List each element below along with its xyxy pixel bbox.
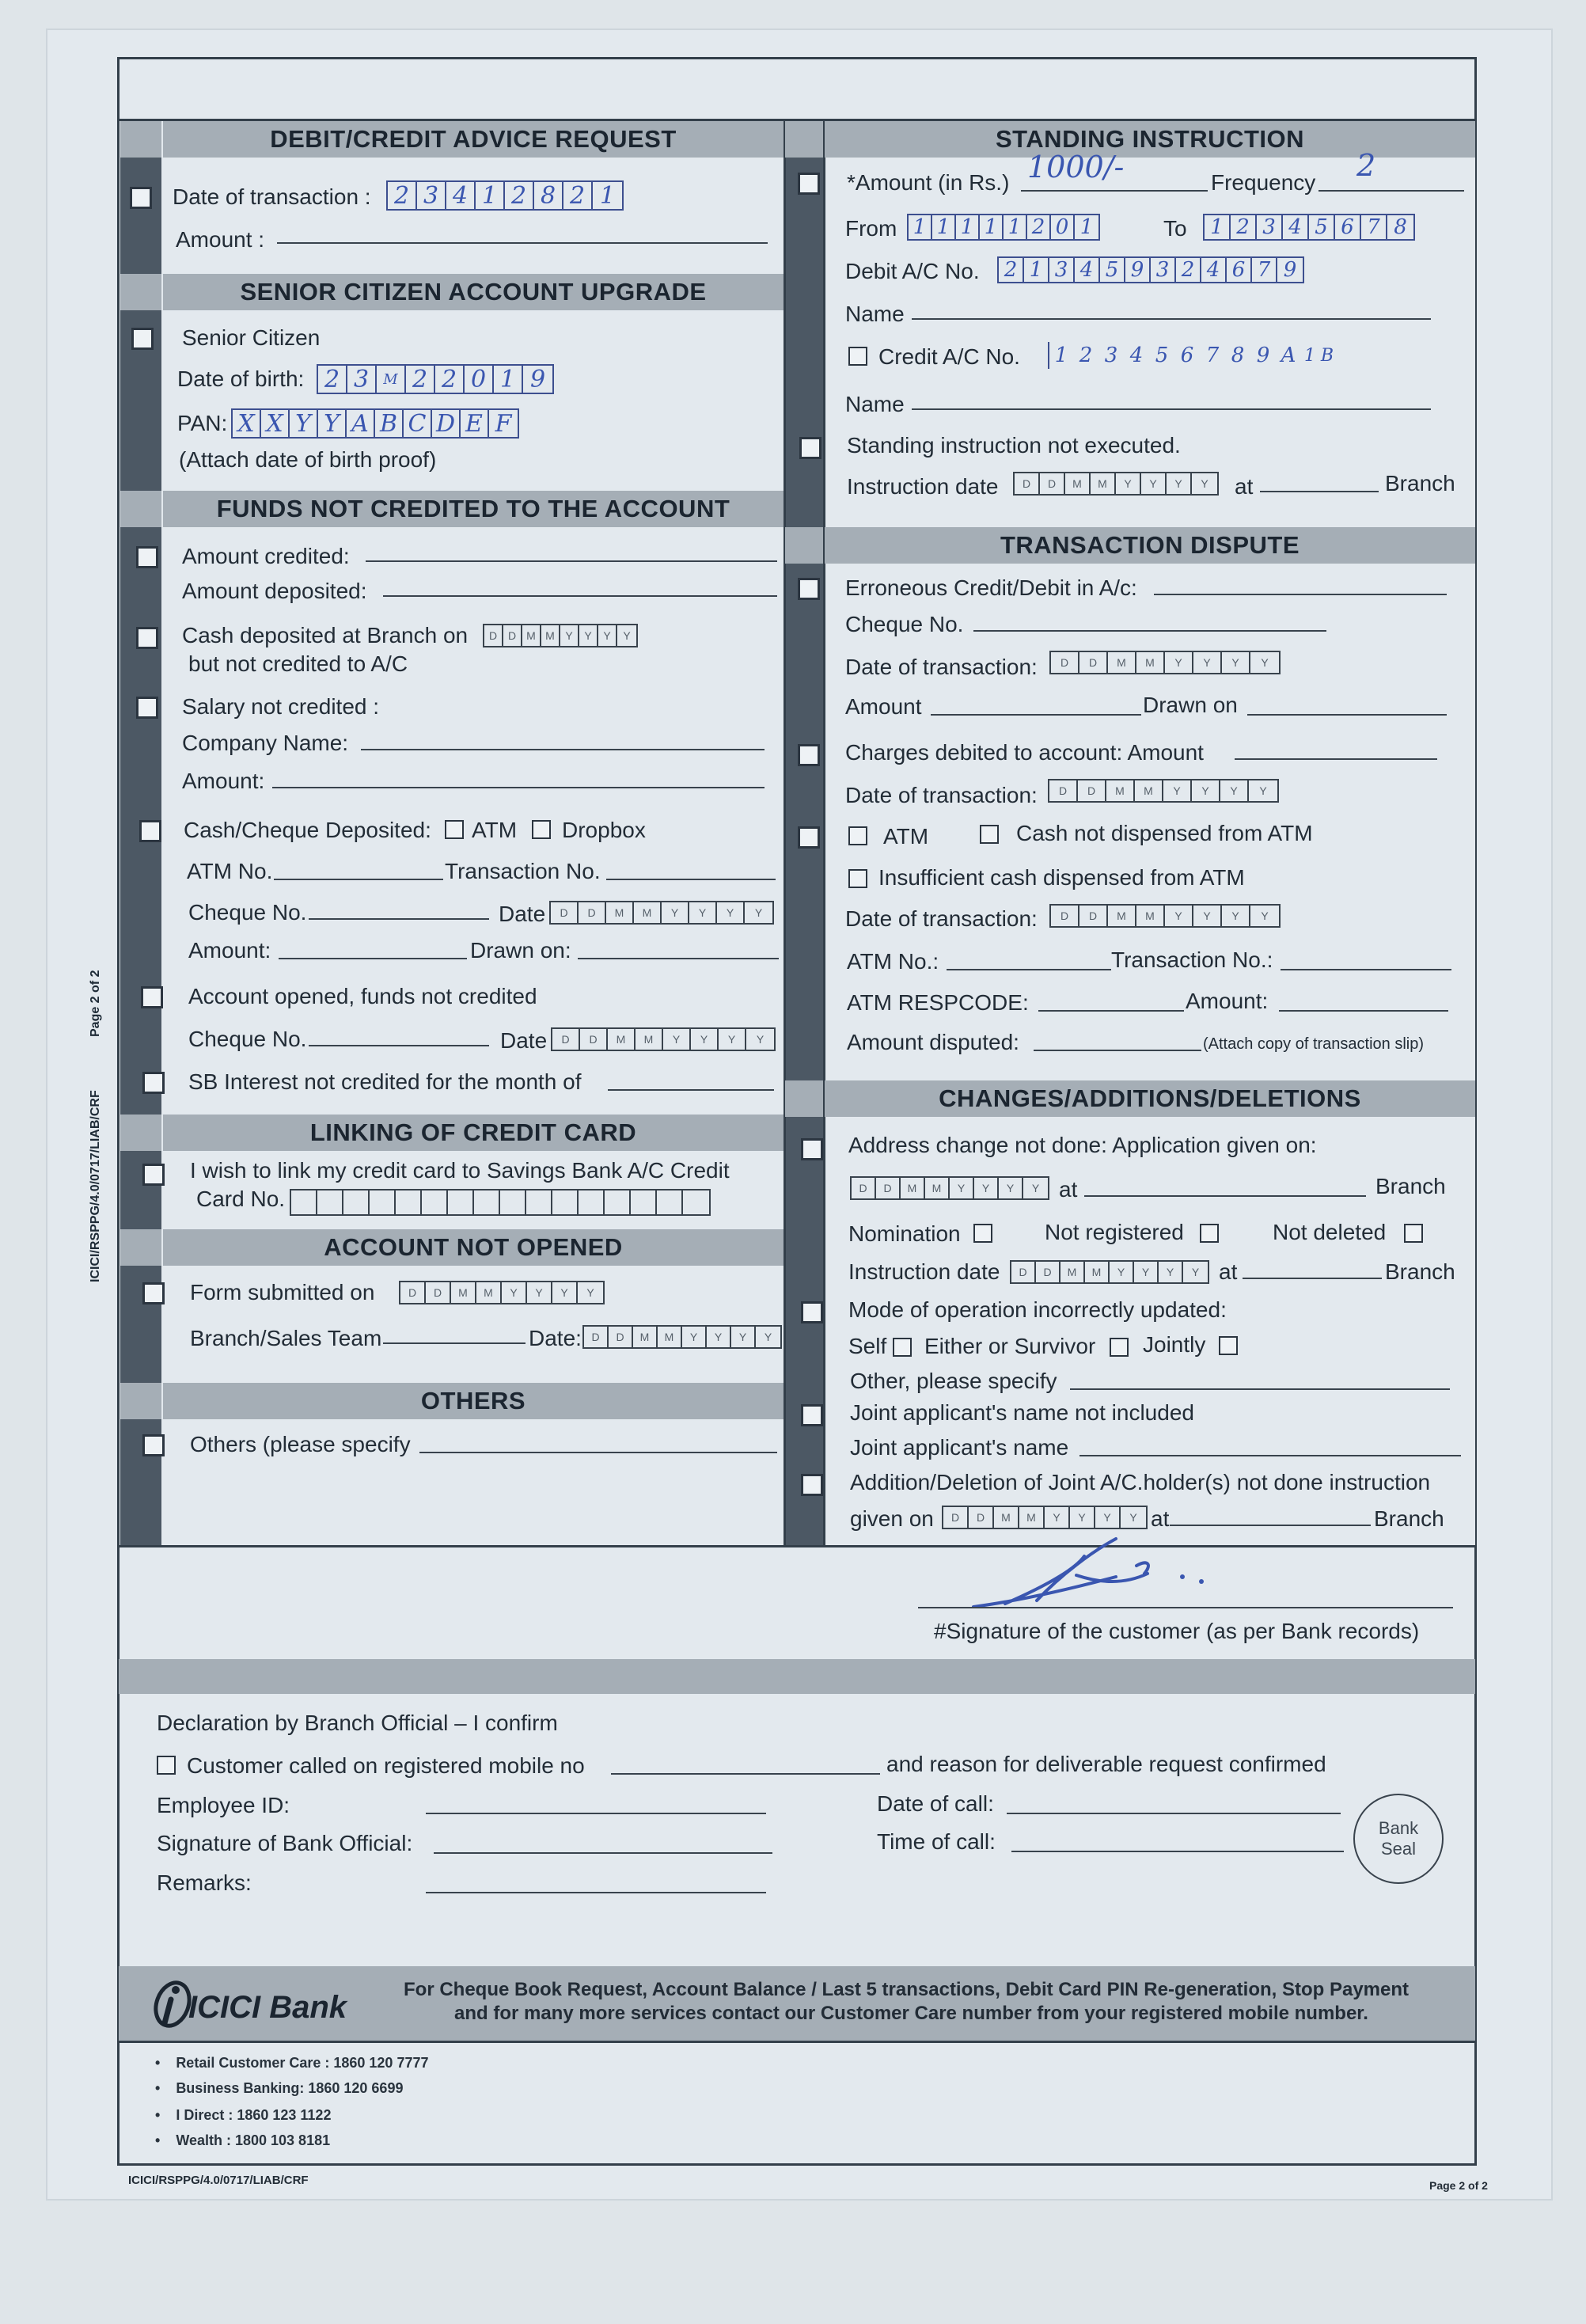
date-of-call-label: Date of call: xyxy=(877,1791,994,1816)
dispute-amount2-label: Amount: xyxy=(1186,989,1269,1013)
amount-disputed-label: Amount disputed: xyxy=(847,1030,1019,1054)
erroneous-line[interactable] xyxy=(1154,594,1447,595)
cheque-no-line-2[interactable] xyxy=(309,1045,489,1046)
mode-label: Mode of operation incorrectly updated: xyxy=(848,1297,1227,1322)
header-funds-not-credited: FUNDS NOT CREDITED TO THE ACCOUNT xyxy=(163,491,784,527)
changes-instruction-date-label: Instruction date xyxy=(848,1259,1000,1284)
atm-date-label: Date of transaction: xyxy=(845,906,1038,931)
cash-deposited-label: Cash deposited at Branch on xyxy=(182,623,469,647)
nomination-checkbox[interactable] xyxy=(973,1224,992,1243)
side-page-number: Page 2 of 2 xyxy=(89,970,102,1037)
addition-deletion-label: Addition/Deletion of Joint A/C.holder(s) not done instruction xyxy=(850,1470,1431,1494)
account-opened-checkbox[interactable] xyxy=(141,986,163,1008)
remarks-label: Remarks: xyxy=(157,1870,252,1895)
salary-amount-label: Amount: xyxy=(182,769,265,793)
charges-line[interactable] xyxy=(1235,758,1437,760)
si-credit-checkbox[interactable] xyxy=(848,347,867,366)
cheque-date-boxes-2[interactable]: D D M M Y Y Y Y xyxy=(551,1027,776,1051)
joint-not-checkbox[interactable] xyxy=(801,1404,823,1426)
amount-credited-label: Amount credited: xyxy=(182,544,350,568)
cash-not-dispensed-checkbox[interactable] xyxy=(980,825,999,844)
address-branch-line[interactable] xyxy=(1084,1195,1366,1197)
dispute-drawn-label: Drawn on xyxy=(1143,693,1238,717)
pan-label: PAN: xyxy=(177,411,228,435)
branch-team-date-label: Date: xyxy=(529,1326,582,1350)
changes-instruction-date[interactable]: D D M M Y Y Y Y xyxy=(1010,1260,1209,1284)
transaction-no-label: Transaction No. xyxy=(445,859,601,883)
salary-amount-line[interactable] xyxy=(272,787,765,788)
dispute-amount2-line[interactable] xyxy=(1279,1010,1448,1012)
dispute-cheque-label: Cheque No. xyxy=(845,612,964,636)
si-amount-line[interactable] xyxy=(1021,190,1208,192)
declaration-bar xyxy=(119,1659,1475,1694)
given-on-branch-line[interactable] xyxy=(1170,1525,1371,1526)
dispute-date-boxes[interactable]: D D M M Y Y Y Y xyxy=(1049,651,1281,674)
insufficient-label: Insufficient cash dispensed from ATM xyxy=(878,865,1245,890)
not-credited-label: but not credited to A/C xyxy=(188,651,408,676)
others-label: Others (please specify xyxy=(190,1432,411,1456)
form-submitted-date[interactable]: D D M M Y Y Y Y xyxy=(399,1281,605,1304)
cheque-no-label: Cheque No. xyxy=(188,900,307,925)
salary-checkbox[interactable] xyxy=(136,697,158,719)
not-registered-label: Not registered xyxy=(1045,1220,1184,1244)
dispute-date-label: Date of transaction: xyxy=(845,655,1038,679)
si-branch-line[interactable] xyxy=(1260,491,1379,492)
si-frequency-label: Frequency xyxy=(1211,170,1316,195)
header-account-not-opened: ACCOUNT NOT OPENED xyxy=(163,1229,784,1266)
footer-line-1: For Cheque Book Request, Account Balance / Last 5 transactions, Debit Card PIN Re-generation, Stop Payment xyxy=(404,1979,1410,2000)
dob-label: Date of birth: xyxy=(177,366,305,391)
contact-business: • Business Banking: 1860 120 6699 xyxy=(155,2080,404,2096)
si-from-label: From xyxy=(845,216,897,241)
si-amount-value: 1000/- xyxy=(1027,150,1125,184)
transaction-no-line[interactable] xyxy=(606,879,776,880)
si-not-executed-checkbox[interactable] xyxy=(799,437,821,459)
header-linking-credit-card: LINKING OF CREDIT CARD xyxy=(163,1115,784,1151)
icici-logo-icon xyxy=(149,1979,193,2030)
bank-official-signature-label: Signature of Bank Official: xyxy=(157,1831,413,1855)
nomination-label: Nomination xyxy=(848,1221,961,1246)
reason-label: and reason for deliverable request confirmed xyxy=(886,1752,1326,1776)
si-instruction-date[interactable]: D D M M Y Y Y Y xyxy=(1013,472,1219,496)
addition-deletion-checkbox[interactable] xyxy=(801,1474,823,1496)
employee-id-label: Employee ID: xyxy=(157,1793,290,1817)
si-credit-name-line[interactable] xyxy=(912,408,1431,410)
amount-line[interactable] xyxy=(277,242,768,244)
header-debit-credit: DEBIT/CREDIT ADVICE REQUEST xyxy=(163,121,784,158)
date-of-transaction-value[interactable]: 2 3 4 1 2 8 2 1 xyxy=(386,180,624,211)
address-branch-label: Branch xyxy=(1375,1174,1446,1198)
dispute-cheque-line[interactable] xyxy=(973,630,1326,632)
amount-credited-line[interactable] xyxy=(366,560,777,562)
changes-at-label: at xyxy=(1219,1259,1238,1284)
seal-text-2: Seal xyxy=(1380,1839,1417,1859)
si-frequency-value: 2 xyxy=(1356,148,1376,183)
dispute-atm-no-line[interactable] xyxy=(947,969,1111,970)
company-line[interactable] xyxy=(361,749,765,750)
atm-sub-checkbox[interactable] xyxy=(848,826,867,845)
si-to-label: To xyxy=(1163,216,1187,241)
atm-checkbox[interactable] xyxy=(445,820,464,839)
si-debit-label: Debit A/C No. xyxy=(845,259,980,283)
account-opened-label: Account opened, funds not credited xyxy=(188,984,537,1008)
sb-interest-label: SB Interest not credited for the month of xyxy=(188,1069,582,1094)
header-transaction-dispute: TRANSACTION DISPUTE xyxy=(825,527,1475,564)
remarks-line[interactable] xyxy=(426,1892,766,1893)
dob-value[interactable]: 2 3 M 2 2 0 1 9 xyxy=(317,364,554,394)
sb-interest-checkbox[interactable] xyxy=(142,1072,165,1094)
given-on-date[interactable]: D D M M Y Y Y Y xyxy=(942,1506,1148,1529)
cheque-date-label: Date xyxy=(499,902,546,926)
pan-value[interactable]: X X Y Y A B C D E F xyxy=(231,408,519,439)
insufficient-checkbox[interactable] xyxy=(848,869,867,888)
time-of-call-label: Time of call: xyxy=(877,1829,996,1854)
cheque-date-label-2: Date xyxy=(500,1028,548,1053)
header-senior-citizen: SENIOR CITIZEN ACCOUNT UPGRADE xyxy=(163,274,784,310)
side-code: ICICI/RSPPG/4.0/0717/LIAB/CRF xyxy=(89,1090,102,1282)
icici-brand: ICICI Bank xyxy=(188,1990,347,2025)
cash-not-dispensed-label: Cash not dispensed from ATM xyxy=(1016,821,1313,845)
si-credit-name-label: Name xyxy=(845,392,905,416)
cheque-no-line[interactable] xyxy=(309,918,489,920)
cheque-amount-label: Amount: xyxy=(188,938,271,963)
amount-credited-checkbox[interactable] xyxy=(136,546,158,568)
customer-signature xyxy=(958,1528,1227,1623)
header-standing-instruction: STANDING INSTRUCTION xyxy=(825,121,1475,158)
debit-credit-checkbox[interactable] xyxy=(130,187,152,209)
footer-line-2: and for many more services contact our Customer Care number from your registered mobile number. xyxy=(454,2003,1368,2024)
given-on-at-label: at xyxy=(1151,1506,1170,1531)
self-checkbox[interactable] xyxy=(893,1338,912,1357)
other-specify-line[interactable] xyxy=(1070,1388,1450,1390)
mobile-line[interactable] xyxy=(611,1773,880,1775)
si-at-label: at xyxy=(1235,474,1254,499)
amount-deposited-line[interactable] xyxy=(383,595,777,597)
atm-no-label: ATM No. xyxy=(187,859,273,883)
linking-text: I wish to link my credit card to Savings Bank A/C Credit xyxy=(190,1158,730,1183)
others-line[interactable] xyxy=(419,1452,777,1453)
other-specify-label: Other, please specify xyxy=(850,1369,1057,1393)
sb-interest-line[interactable] xyxy=(608,1089,774,1091)
salary-label: Salary not credited : xyxy=(182,694,380,719)
senior-citizen-label: Senior Citizen xyxy=(182,325,321,350)
self-label: Self xyxy=(848,1334,887,1358)
cash-cheque-checkbox[interactable] xyxy=(139,820,161,842)
atm-no-line[interactable] xyxy=(274,879,443,880)
mode-checkbox[interactable] xyxy=(801,1301,823,1323)
si-credit-label: Credit A/C No. xyxy=(878,344,1020,369)
address-change-label: Address change not done: Application given on: xyxy=(848,1133,1317,1157)
declaration-title: Declaration by Branch Official – I confirm xyxy=(157,1711,558,1735)
attach-slip-note: (Attach copy of transaction slip) xyxy=(1203,1035,1425,1053)
called-checkbox[interactable] xyxy=(157,1756,176,1775)
footer-code: ICICI/RSPPG/4.0/0717/LIAB/CRF xyxy=(128,2174,309,2187)
charges-label: Charges debited to account: Amount xyxy=(845,740,1204,765)
dispute-amount-line[interactable] xyxy=(931,714,1141,716)
erroneous-label: Erroneous Credit/Debit in A/c: xyxy=(845,575,1137,600)
erroneous-checkbox[interactable] xyxy=(798,578,820,600)
date-of-transaction-label: Date of transaction : xyxy=(173,184,371,209)
cash-deposited-date[interactable]: D D M M Y Y Y Y xyxy=(483,624,638,647)
signature-line[interactable] xyxy=(918,1607,1453,1608)
atm-date-boxes[interactable]: D D M M Y Y Y Y xyxy=(1049,904,1281,928)
joint-name-line[interactable] xyxy=(1079,1455,1461,1456)
signature-caption: #Signature of the customer (as per Bank records) xyxy=(934,1619,1420,1643)
changes-branch-line[interactable] xyxy=(1243,1278,1382,1279)
charges-checkbox[interactable] xyxy=(798,744,820,766)
si-debit-value[interactable]: 2 1 3 4 5 9 3 2 4 6 7 9 xyxy=(997,256,1304,283)
si-branch-label: Branch xyxy=(1385,471,1455,496)
atm-sub-label: ATM xyxy=(883,824,929,849)
cash-deposited-checkbox[interactable] xyxy=(136,627,158,649)
senior-citizen-checkbox[interactable] xyxy=(131,328,154,350)
called-label: Customer called on registered mobile no xyxy=(187,1753,585,1778)
attach-dob-proof: (Attach date of birth proof) xyxy=(179,447,437,472)
dispute-txn-line[interactable] xyxy=(1281,969,1451,970)
contact-retail: • Retail Customer Care : 1860 120 7777 xyxy=(155,2055,429,2071)
standing-checkbox[interactable] xyxy=(798,173,820,195)
jointly-checkbox[interactable] xyxy=(1219,1336,1238,1355)
atm-label: ATM xyxy=(472,818,518,842)
joint-name-label: Joint applicant's name xyxy=(850,1435,1069,1460)
dispute-atm-no-label: ATM No.: xyxy=(847,949,939,974)
form-submitted-label: Form submitted on xyxy=(190,1280,375,1304)
atm-dispute-checkbox[interactable] xyxy=(798,826,820,849)
employee-id-line[interactable] xyxy=(426,1813,766,1814)
si-instruction-date-label: Instruction date xyxy=(847,474,999,499)
seal-text-1: Bank xyxy=(1378,1818,1419,1838)
branch-team-label: Branch/Sales Team xyxy=(190,1326,382,1350)
si-frequency-line[interactable] xyxy=(1319,190,1464,192)
si-debit-name-line[interactable] xyxy=(912,318,1431,320)
amount-disputed-line[interactable] xyxy=(1034,1050,1201,1051)
branch-team-line[interactable] xyxy=(383,1342,526,1344)
cheque-amount-line[interactable] xyxy=(279,958,467,959)
not-registered-checkbox[interactable] xyxy=(1200,1224,1219,1243)
dispute-txn-label: Transaction No.: xyxy=(1111,947,1273,972)
cheque-date-boxes[interactable]: D D M M Y Y Y Y xyxy=(549,901,774,925)
card-no-boxes[interactable] xyxy=(290,1189,711,1216)
contact-idirect: • I Direct : 1860 123 1122 xyxy=(155,2107,332,2123)
others-checkbox[interactable] xyxy=(142,1434,165,1456)
not-deleted-label: Not deleted xyxy=(1273,1220,1387,1244)
bank-official-signature-line[interactable] xyxy=(434,1852,772,1854)
dropbox-label: Dropbox xyxy=(562,818,646,842)
contact-wealth: • Wealth : 1800 103 8181 xyxy=(155,2132,331,2148)
header-others: OTHERS xyxy=(163,1383,784,1419)
charges-date-label: Date of transaction: xyxy=(845,783,1038,807)
respcode-label: ATM RESPCODE: xyxy=(847,990,1029,1015)
respcode-line[interactable] xyxy=(1038,1010,1184,1012)
joint-not-label: Joint applicant's name not included xyxy=(850,1400,1194,1425)
jointly-label: Jointly xyxy=(1143,1332,1206,1357)
dropbox-checkbox[interactable] xyxy=(532,820,551,839)
cash-cheque-label: Cash/Cheque Deposited: xyxy=(184,818,431,842)
amount-label: Amount : xyxy=(176,227,265,252)
amount-deposited-label: Amount deposited: xyxy=(182,579,367,603)
footer-page: Page 2 of 2 xyxy=(1429,2179,1488,2192)
si-debit-name-label: Name xyxy=(845,302,905,326)
either-label: Either or Survivor xyxy=(924,1334,1096,1358)
dispute-amount-label: Amount xyxy=(845,694,922,719)
not-deleted-checkbox[interactable] xyxy=(1404,1224,1423,1243)
date-of-call-line[interactable] xyxy=(1007,1813,1341,1814)
given-on-branch-label: Branch xyxy=(1374,1506,1444,1531)
time-of-call-line[interactable] xyxy=(1011,1851,1344,1852)
address-change-checkbox[interactable] xyxy=(801,1138,823,1160)
cheque-no-label-2: Cheque No. xyxy=(188,1027,307,1051)
bank-seal xyxy=(1353,1794,1444,1884)
branch-team-date[interactable]: D D M M Y Y Y Y xyxy=(582,1325,782,1349)
si-from-value[interactable]: 1 1 1 1 1 2 0 1 xyxy=(907,214,1100,241)
address-at-label: at xyxy=(1059,1177,1078,1202)
si-to-value[interactable]: 1 2 3 4 5 6 7 8 xyxy=(1203,214,1415,241)
drawn-on-line[interactable] xyxy=(578,958,779,959)
dispute-drawn-line[interactable] xyxy=(1247,714,1447,716)
si-not-executed-label: Standing instruction not executed. xyxy=(847,433,1181,458)
given-on-label: given on xyxy=(850,1506,934,1531)
charges-date-boxes[interactable]: D D M M Y Y Y Y xyxy=(1048,779,1279,803)
drawn-on-label: Drawn on: xyxy=(470,938,571,963)
form-submitted-checkbox[interactable] xyxy=(142,1282,165,1304)
header-changes: CHANGES/ADDITIONS/DELETIONS xyxy=(825,1080,1475,1117)
card-no-label: Card No. xyxy=(196,1187,286,1211)
company-label: Company Name: xyxy=(182,731,349,755)
address-date-boxes[interactable]: D D M M Y Y Y Y xyxy=(850,1176,1049,1200)
changes-branch-label: Branch xyxy=(1385,1259,1455,1284)
si-amount-label: *Amount (in Rs.) xyxy=(847,170,1010,195)
either-checkbox[interactable] xyxy=(1110,1338,1129,1357)
si-credit-value[interactable]: 1 2 3 4 5 6 7 8 9 A 1 B xyxy=(1048,342,1336,369)
linking-checkbox[interactable] xyxy=(142,1164,165,1186)
